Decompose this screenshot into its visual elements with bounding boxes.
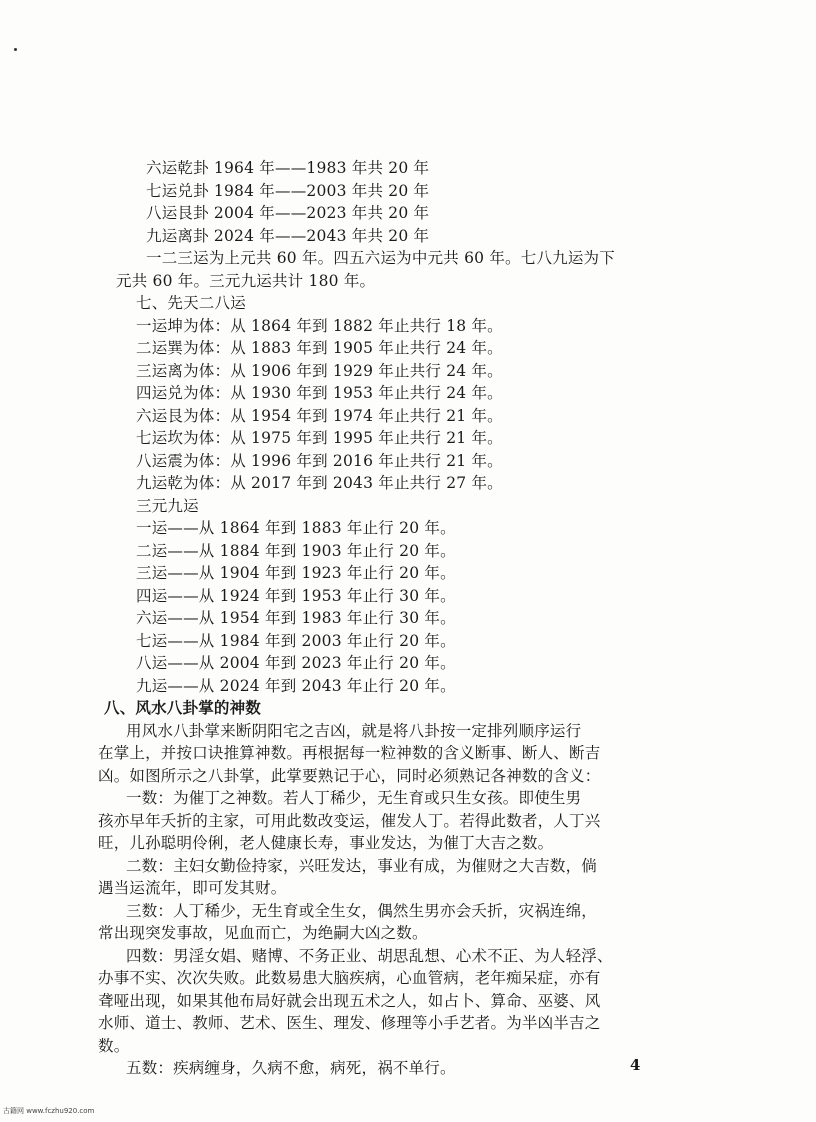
text-line: 遇当运流年，即可发其财。 [98,879,287,897]
text-line: 八运——从 2004 年到 2023 年止行 20 年。 [136,654,456,672]
text-line: 旺，儿孙聪明伶俐，老人健康长寿，事业发达，为催丁大吉之数。 [98,834,554,852]
page-number: 4 [630,1056,641,1074]
text-line: 一数：为催丁之神数。若人丁稀少，无生育或只生女孩。即使生男 [126,789,582,807]
text-line: 办事不实、次次失败。此数易患大脑疾病，心血管病，老年痴呆症，亦有 [98,969,601,987]
text-line: 二运巽为体：从 1883 年到 1905 年止共行 24 年。 [136,339,503,357]
section-heading: 三元九运 [136,497,199,515]
text-line: 三运——从 1904 年到 1923 年止行 20 年。 [136,564,456,582]
text-line: 六运——从 1954 年到 1983 年止行 30 年。 [136,609,456,627]
text-line: 六运乾卦 1964 年——1983 年共 20 年 [146,159,430,177]
text-line: 八运艮卦 2004 年——2023 年共 20 年 [146,204,430,222]
text-line: 三数：人丁稀少，无生育或全生女，偶然生男亦会夭折，灾祸连绵， [126,902,598,920]
text-line: 四运兑为体：从 1930 年到 1953 年止共行 24 年。 [136,384,503,402]
text-line: 四数：男淫女娼、赌博、不务正业、胡思乱想、心术不正、为人轻浮、 [126,947,613,965]
text-line: 九运——从 2024 年到 2043 年止行 20 年。 [136,677,456,695]
text-line: 一运坤为体：从 1864 年到 1882 年止共行 18 年。 [136,317,503,335]
text-line: 用风水八卦掌来断阴阳宅之吉凶，就是将八卦按一定排列顺序运行 [126,722,582,740]
text-line: 二运——从 1884 年到 1903 年止行 20 年。 [136,542,456,560]
text-line: 一运——从 1864 年到 1883 年止行 20 年。 [136,519,456,537]
text-line: 数。 [98,1037,130,1055]
text-line: 凶。如图所示之八卦掌，此掌要熟记于心，同时必须熟记各神数的含义： [98,767,601,785]
text-line: 水师、道士、教师、艺术、医生、理发、修理等小手艺者。为半凶半吉之 [98,1014,601,1032]
text-line: 聋哑出现，如果其他布局好就会出现五术之人，如占卜、算命、巫婆、风 [98,992,601,1010]
text-line: 八运震为体：从 1996 年到 2016 年止共行 21 年。 [136,452,503,470]
text-line: 七运——从 1984 年到 2003 年止行 20 年。 [136,632,456,650]
scan-speck [14,48,17,51]
text-line: 九运乾为体：从 2017 年到 2043 年止共行 27 年。 [136,474,503,492]
text-line: 三运离为体：从 1906 年到 1929 年止共行 24 年。 [136,362,503,380]
text-line: 在掌上，并按口诀推算神数。再根据每一粒神数的含义断事、断人、断吉 [98,744,601,762]
text-line: 元共 60 年。三元九运共计 180 年。 [116,272,376,290]
text-line: 常出现突发事故，见血而亡，为绝嗣大凶之数。 [98,924,428,942]
footer-watermark: 古籍网 www.fczhu920.com [3,1107,95,1115]
text-line: 一二三运为上元共 60 年。四五六运为中元共 60 年。七八九运为下 [146,249,615,267]
section-heading: 七、先天二八运 [136,294,246,312]
text-line: 七运坎为体：从 1975 年到 1995 年止共行 21 年。 [136,429,503,447]
section-heading: 八、风水八卦掌的神数 [104,698,262,717]
text-line: 七运兑卦 1984 年——2003 年共 20 年 [146,182,430,200]
text-line: 六运艮为体：从 1954 年到 1974 年止共行 21 年。 [136,407,503,425]
text-line: 二数：主妇女勤俭持家，兴旺发达，事业有成，为催财之大吉数，倘 [126,857,598,875]
text-line: 九运离卦 2024 年——2043 年共 20 年 [146,227,430,245]
text-line: 四运——从 1924 年到 1953 年止行 30 年。 [136,587,456,605]
text-line: 五数：疾病缠身，久病不愈，病死，祸不单行。 [126,1059,456,1077]
text-line: 孩亦早年夭折的主家，可用此数改变运，催发人丁。若得此数者，人丁兴 [98,812,601,830]
